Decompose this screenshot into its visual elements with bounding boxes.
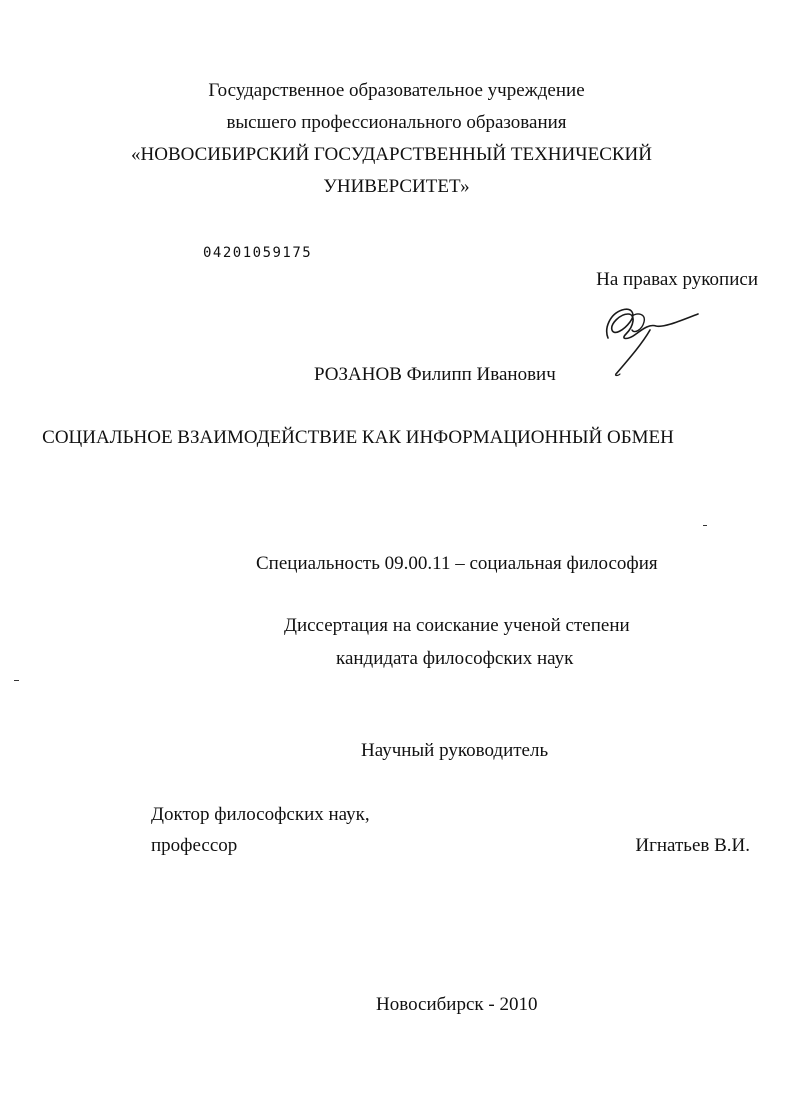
supervisor-name: Игнатьев В.И. <box>635 835 750 856</box>
specialty-line: Специальность 09.00.11 – социальная философия <box>256 553 658 574</box>
signature-icon <box>598 300 708 380</box>
degree-line-1: Диссертация на соискание ученой степени <box>284 615 630 636</box>
scan-speck <box>703 525 707 526</box>
institution-line-2: высшего профессионального образования <box>226 112 567 133</box>
city-year: Новосибирск - 2010 <box>376 994 538 1015</box>
supervisor-degree: Доктор философских наук, <box>151 804 370 825</box>
institution-line-3: «НОВОСИБИРСКИЙ ГОСУДАРСТВЕННЫЙ ТЕХНИЧЕСКИЙ <box>131 144 652 165</box>
author-name: РОЗАНОВ Филипп Иванович <box>314 364 556 385</box>
degree-line-2: кандидата философских наук <box>336 648 574 669</box>
scan-speck <box>14 680 19 681</box>
institution-line-4: УНИВЕРСИТЕТ» <box>323 176 470 197</box>
catalog-number: 04201059175 <box>203 245 313 261</box>
supervisor-heading: Научный руководитель <box>361 740 549 761</box>
manuscript-note: На правах рукописи <box>596 269 758 290</box>
supervisor-rank: профессор <box>151 835 238 856</box>
dissertation-title: СОЦИАЛЬНОЕ ВЗАИМОДЕЙСТВИЕ КАК ИНФОРМАЦИОННЫЙ ОБМЕН <box>42 427 674 448</box>
institution-line-1: Государственное образовательное учреждение <box>208 80 585 101</box>
